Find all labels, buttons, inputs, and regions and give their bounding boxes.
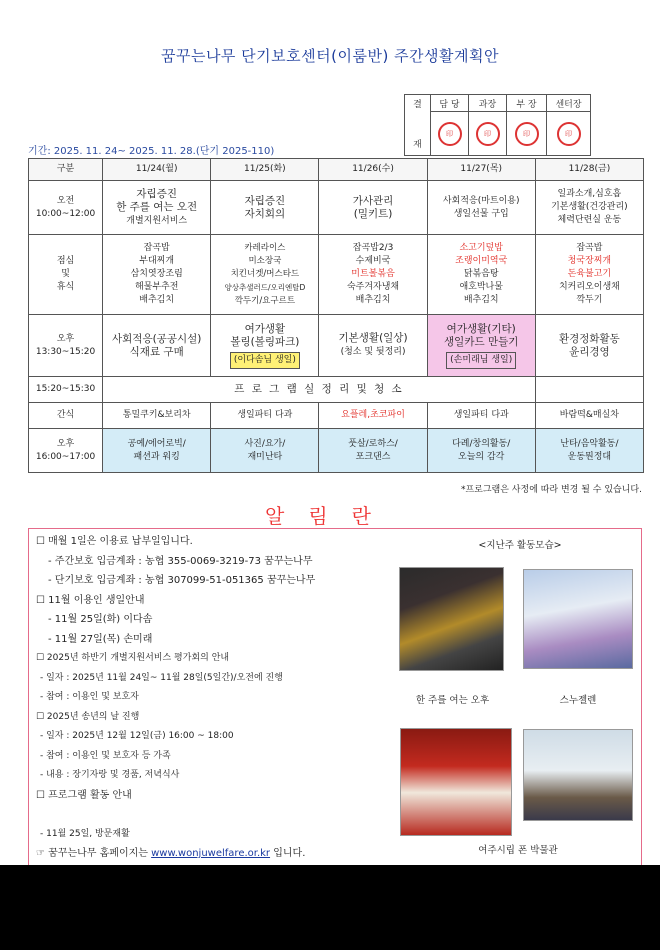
schedule-table <box>28 158 644 473</box>
lunch-menu-cell: 잡곡밥2/3 수제비국 미트볼볶음 숙주겨자냉채 배추김치 <box>319 235 427 315</box>
header-cell: 11/27(목) <box>427 159 535 181</box>
header-cell: 11/24(월) <box>103 159 211 181</box>
cleanup-row <box>29 377 644 403</box>
morning-cell: 가사관리 (밀키트) <box>319 181 427 235</box>
notice-item: ☐ 11월 이용인 생일안내 <box>36 594 145 606</box>
row-label: 15:20~15:30 <box>29 377 103 403</box>
lunch-menu-cell: 소고기덮밥 조랭이미역국 닭볶음탕 애호박나물 배추김치 <box>427 235 535 315</box>
evening-cell: 공예/에어로빅/ 패션과 워킹 <box>103 429 211 473</box>
activity-photo <box>400 728 512 836</box>
row-label: 오후 13:30~15:20 <box>29 315 103 377</box>
lunch-menu-cell: 카레라이스 미소장국 치킨너겟/머스타드 양상추샐러드/오리엔탈D 깍두기/요구르트 <box>211 235 319 315</box>
header-cell: 구분 <box>29 159 103 181</box>
photo-caption: 스누젤렌 <box>559 695 597 706</box>
approval-box <box>404 94 591 156</box>
change-note: *프로그램은 사정에 따라 변경 될 수 있습니다. <box>460 485 642 495</box>
photos-heading: <지난주 활동모습> <box>478 540 562 551</box>
notice-item: ☐ 2025년 하반기 개별지원서비스 평가회의 안내 <box>36 653 230 663</box>
lunch-menu-cell: 잡곡밥 청국장찌개 돈육불고기 치커리오이생채 깍두기 <box>535 235 643 315</box>
notice-item: - 11월 25일(화) 이다솜 <box>48 614 153 625</box>
notice-item: - 일자 : 2025년 11월 24일~ 11월 28일(5일간)/오전에 진행 <box>40 672 283 683</box>
notice-item: - 단기보호 입금계좌 : 농협 307099-51-051365 꿈꾸는나무 <box>48 575 316 586</box>
evening-cell: 풋살/로하스/ 포크댄스 <box>319 429 427 473</box>
page-title: 꿈꾸는나무 단기보호센터(이룸반) 주간생활계획안 <box>160 47 500 65</box>
lunch-menu-cell: 잡곡밥 부대찌개 삼치엿장조림 해물부추전 배추김치 <box>103 235 211 315</box>
evening-cell: 다례/창의활동/ 오늘의 감각 <box>427 429 535 473</box>
notice-item: - 참여 : 이용인 및 보호자 <box>40 692 139 702</box>
activity-photo <box>399 567 504 671</box>
evening-cell: 난타/음악활동/ 운동뭔정대 <box>535 429 643 473</box>
notice-item: ☐ 매월 1일은 이용료 납부일입니다. <box>36 536 193 547</box>
photo-caption: 한 주를 여는 오후 <box>415 695 490 706</box>
header-cell: 11/28(금) <box>535 159 643 181</box>
notice-item: - 내용 : 장기자랑 및 경품, 저녁식사 <box>40 770 180 780</box>
row-label: 점심 및 휴식 <box>29 235 103 315</box>
snack-cell: 생일파티 다과 <box>427 403 535 429</box>
afternoon-row <box>29 315 644 377</box>
morning-cell: 사회적응(마트이용) 생일선물 구입 <box>427 181 535 235</box>
evening-row <box>29 429 644 473</box>
cleanup-cell: 프 로 그 램 실 정 리 및 청 소 <box>103 377 536 403</box>
notice-item: - 일자 : 2025년 12월 12일(금) 16:00 ~ 18:00 <box>40 731 234 741</box>
morning-cell: 자립증진 한 주를 여는 오전 개별지원서비스 <box>103 181 211 235</box>
header-cell: 11/25(화) <box>211 159 319 181</box>
notice-item: - 11월 25일, 방문재활 <box>40 828 130 839</box>
notice-item: ☐ 프로그램 활동 안내 <box>36 789 132 801</box>
snack-row <box>29 403 644 429</box>
header-cell: 11/26(수) <box>319 159 427 181</box>
snack-cell: 생일파티 다과 <box>211 403 319 429</box>
morning-cell: 자립증진 자치회의 <box>211 181 319 235</box>
notice-item: - 주간보호 입금계좌 : 농협 355-0069-3219-73 꿈꾸는나무 <box>48 555 313 567</box>
notice-list <box>36 532 396 864</box>
signature-stamp: 印 <box>469 112 507 156</box>
lunch-row <box>29 235 644 315</box>
activity-photo <box>523 729 633 821</box>
row-label: 오전 10:00~12:00 <box>29 181 103 235</box>
notice-item <box>36 805 396 825</box>
approval-header: 과장 <box>469 95 507 112</box>
schedule-header-row <box>29 159 644 181</box>
approval-header: 부 장 <box>507 95 547 112</box>
snack-cell: 통밀쿠키&보리차 <box>103 403 211 429</box>
morning-cell: 일과소개,심호흡 기본생활(건강관리) 체력단련실 운동 <box>535 181 643 235</box>
row-label: 오후 16:00~17:00 <box>29 429 103 473</box>
snack-cell: 바람떡&매실차 <box>535 403 643 429</box>
period-text: 기간: 2025. 11. 24~ 2025. 11. 28.(단기 2025-110) <box>28 146 275 157</box>
approval-header: 센터장 <box>547 95 591 112</box>
row-label: 간식 <box>29 403 103 429</box>
afternoon-cell: 환경정화활동 윤리경영 <box>535 315 643 377</box>
afternoon-cell: 여가생활 볼링(볼링파크) (이다솜님 생일) <box>211 315 319 377</box>
afternoon-cell: 사회적응(공공시설) 식재료 구매 <box>103 315 211 377</box>
afternoon-cell: 여가생활(기타) 생일카드 만들기 (손미래님 생일) <box>427 315 535 377</box>
snack-cell: 요플레,초코파이 <box>319 403 427 429</box>
photo-caption: 여주시립 폰 박물관 <box>478 845 558 856</box>
approval-header: 담 당 <box>431 95 469 112</box>
notice-item: - 참여 : 이용인 및 보호자 등 가족 <box>40 750 171 761</box>
afternoon-cell: 기본생활(일상) (청소 및 뒷정리) <box>319 315 427 377</box>
evening-cell: 사진/요가/ 재미난타 <box>211 429 319 473</box>
signature-stamp: 印 <box>431 112 469 156</box>
homepage-link[interactable]: www.wonjuwelfare.or.kr <box>151 848 271 859</box>
signature-stamp: 印 <box>547 112 591 156</box>
homepage-line: ☞ 꿈꾸는나무 홈페이지는 www.wonjuwelfare.or.kr 입니다. <box>36 848 306 859</box>
notice-title: 알림란 <box>265 504 395 528</box>
notice-item: - 11월 27일(목) 손미래 <box>48 633 153 645</box>
cleanup-empty-cell <box>535 377 643 403</box>
activity-photo <box>523 569 633 669</box>
approval-side-label: 결 재 <box>405 95 431 156</box>
notice-item: ☐ 2025년 송년의 날 진행 <box>36 711 140 722</box>
signature-stamp: 印 <box>507 112 547 156</box>
morning-row <box>29 181 644 235</box>
